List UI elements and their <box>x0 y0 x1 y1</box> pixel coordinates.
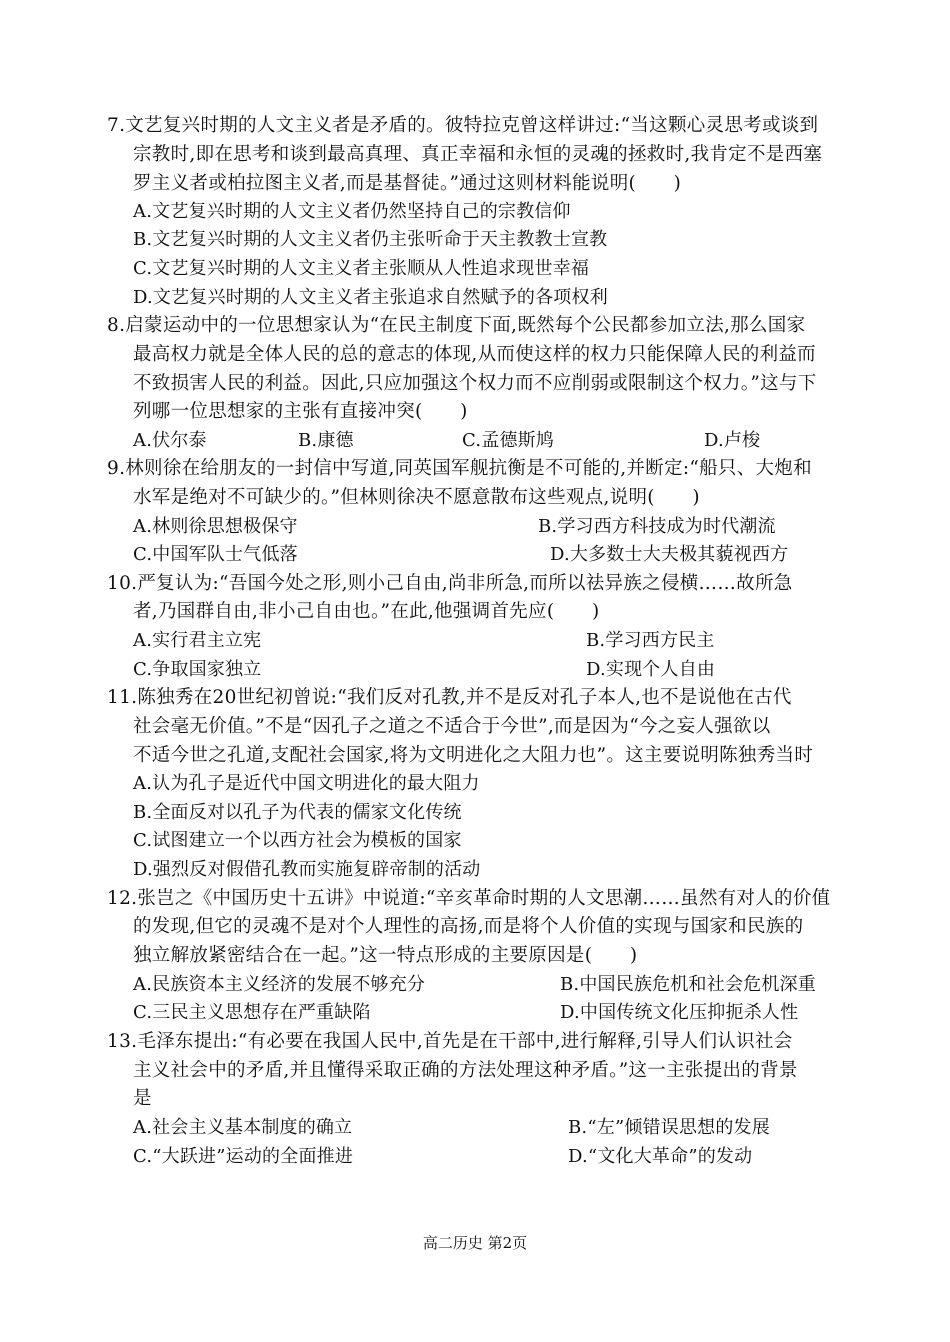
option-d: D.文艺复兴时期的人文主义者主张追求自然赋予的各项权利 <box>133 287 608 308</box>
question-stem-line: 不致损害人民的利益。因此,只应加强这个权力而不应削弱或限制这个权力。”这与下 <box>133 373 817 394</box>
option-c: C.试图建立一个以西方社会为模板的国家 <box>133 830 462 851</box>
question-stem-line: 11.陈独秀在20世纪初曾说:“我们反对孔教,并不是反对孔子本人,也不是说他在古代 <box>107 687 792 708</box>
option-a: A.认为孔子是近代中国文明进化的最大阻力 <box>133 773 480 794</box>
question-stem-line: 水军是绝对不可缺少的。”但林则徐决不愿意散布这些观点,说明( ) <box>133 487 700 508</box>
question-stem-line: 主义社会中的矛盾,并且懂得采取正确的方法处理这种矛盾。”这一主张提出的背景 <box>133 1060 798 1081</box>
option-a: A.林则徐思想极保守 <box>133 516 298 537</box>
option-c: C.中国军队士气低落 <box>133 544 298 565</box>
option-c: C.“大跃进”运动的全面推进 <box>133 1146 354 1167</box>
page-footer: 高二历史 第2页 <box>422 1234 528 1252</box>
option-a: A.社会主义基本制度的确立 <box>133 1117 353 1138</box>
option-a: A.民族资本主义经济的发展不够充分 <box>133 974 426 995</box>
question-stem-line: 的发现,但它的灵魂不是对个人理性的高扬,而是将个人价值的实现与国家和民族的 <box>133 916 804 937</box>
option-d: D.中国传统文化压抑扼杀人性 <box>560 1002 799 1023</box>
question-stem-line: 7.文艺复兴时期的人文主义者是矛盾的。彼特拉克曾这样讲过:“当这颗心灵思考或谈到 <box>107 115 819 136</box>
question-stem-line: 最高权力就是全体人民的总的意志的体现,从而使这样的权力只能保障人民的利益而 <box>133 344 816 365</box>
question-stem-line: 是 <box>133 1088 152 1109</box>
option-a: A.文艺复兴时期的人文主义者仍然坚持自己的宗教信仰 <box>133 201 571 222</box>
question-stem-line: 13.毛泽东提出:“有必要在我国人民中,首先是在干部中,进行解释,引导人们认识社会 <box>107 1031 793 1052</box>
option-c: C.争取国家独立 <box>133 659 262 680</box>
question-stem-line: 社会毫无价值。”不是“因孔子之道之不适合于今世”,而是因为“今之妄人强欲以 <box>133 716 771 737</box>
question-stem-line: 宗教时,即在思考和谈到最高真理、真正幸福和永恒的灵魂的拯救时,我肯定不是西塞 <box>133 144 823 165</box>
option-b: B.学习西方科技成为时代潮流 <box>538 516 776 537</box>
option-b: B.康德 <box>298 430 354 451</box>
option-a: A.实行君主立宪 <box>133 630 262 651</box>
option-d: D.实现个人自由 <box>586 659 716 680</box>
question-stem-line: 9.林则徐在给朋友的一封信中写道,同英国军舰抗衡是不可能的,并断定:“船只、大炮和 <box>107 458 812 479</box>
option-d: D.卢梭 <box>704 430 761 451</box>
question-stem-line: 列哪一位思想家的主张有直接冲突( ) <box>133 401 468 422</box>
option-c: C.三民主义思想存在严重缺陷 <box>133 1002 371 1023</box>
question-stem-line: 不适今世之孔道,支配社会国家,将为文明进化之大阻力也”。这主要说明陈独秀当时 <box>133 745 814 766</box>
option-c: C.孟德斯鸠 <box>462 430 555 451</box>
question-stem-line: 10.严复认为:“吾国今处之形,则小己自由,尚非所急,而所以祛异族之侵横……故所急 <box>107 573 793 594</box>
option-b: B.“左”倾错误思想的发展 <box>568 1117 770 1138</box>
option-b: B.全面反对以孔子为代表的儒家文化传统 <box>133 802 462 823</box>
option-a: A.伏尔泰 <box>133 430 207 451</box>
question-stem-line: 8.启蒙运动中的一位思想家认为“在民主制度下面,既然每个公民都参加立法,那么国家 <box>107 315 806 336</box>
option-b: B.文艺复兴时期的人文主义者仍主张听命于天主教教士宣教 <box>133 229 608 250</box>
option-b: B.中国民族危机和社会危机深重 <box>560 974 816 995</box>
option-c: C.文艺复兴时期的人文主义者主张顺从人性追求现世幸福 <box>133 258 590 279</box>
question-stem-line: 12.张岂之《中国历史十五讲》中说道:“辛亥革命时期的人文思潮……虽然有对人的价值 <box>107 888 831 909</box>
option-d: D.强烈反对假借孔教而实施复辟帝制的活动 <box>133 859 481 880</box>
option-d: D.大多数士大夫极其藐视西方 <box>550 544 789 565</box>
question-stem-line: 者,乃国群自由,非小己自由也。”在此,他强调首先应( ) <box>133 601 600 622</box>
option-d: D.“文化大革命”的发动 <box>568 1146 753 1167</box>
question-stem-line: 独立解放紧密结合在一起。”这一特点形成的主要原因是( ) <box>133 945 638 966</box>
question-stem-line: 罗主义者或柏拉图主义者,而是基督徒。”通过这则材料能说明( ) <box>133 173 682 194</box>
option-b: B.学习西方民主 <box>586 630 715 651</box>
